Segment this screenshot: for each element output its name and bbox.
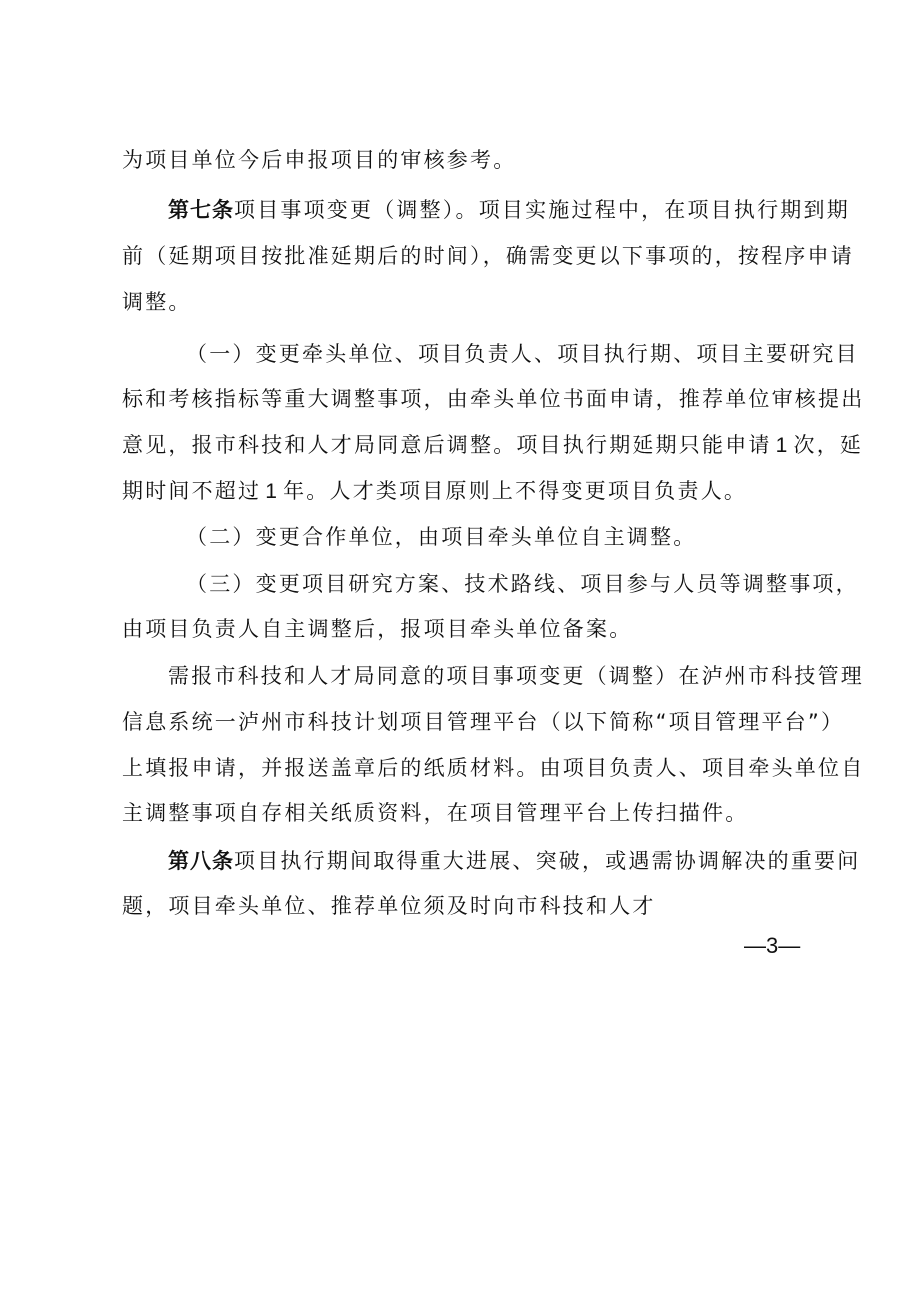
- item-3-line: [186, 570, 859, 598]
- article-8-label: 第八条: [168, 849, 234, 873]
- paragraph-line: [168, 662, 864, 690]
- page-number: —3—: [744, 933, 801, 958]
- paragraph-line: [122, 615, 812, 643]
- paragraph-line: [122, 146, 812, 174]
- paragraph-line: [122, 385, 865, 413]
- article-8-heading-line: [168, 847, 861, 875]
- article-7-heading-line: [168, 196, 850, 224]
- number-text: 1: [775, 434, 790, 457]
- line-text: 主调整事项自存相关纸质资料，在项目管理平台上传扫描件。: [122, 801, 749, 825]
- line-text: 年。人才类项目原则上不得变更项目负责人。: [283, 479, 748, 503]
- line-text: （二）变更合作单位，由项目牵头单位自主调整。: [186, 525, 697, 549]
- paragraph-line: [122, 708, 845, 736]
- item-1-line: [186, 340, 859, 368]
- line-text: 意见，报市科技和人才局同意后调整。项目执行期延期只能申请: [122, 433, 772, 457]
- line-text: 为项目单位今后申报项目的审核参考。: [122, 148, 517, 172]
- line-text: 项目执行期间取得重大进展、突破，或遇需协调解决的重要问: [234, 849, 861, 873]
- line-text: 标和考核指标等重大调整事项，由牵头单位书面申请，推荐单位审核提出: [122, 387, 865, 411]
- line-text: 上填报申请，并报送盖章后的纸质材料。由项目负责人、项目牵头单位自: [122, 756, 865, 780]
- line-text: 需报市科技和人才局同意的项目事项变更（调整）在泸州市科技管理: [168, 664, 864, 688]
- line-text: 题，项目牵头单位、推荐单位须及时向市科技和人才: [122, 894, 656, 918]
- number-text: 1: [265, 480, 280, 503]
- item-2-line: [186, 523, 812, 551]
- line-text: 前（延期项目按批准延期后的时间），确需变更以下事项的，按程序申请: [122, 244, 854, 268]
- paragraph-line: [122, 477, 812, 506]
- line-text: 调整。: [122, 290, 192, 314]
- paragraph-line: [122, 242, 854, 270]
- line-text: 信息系统一泸州市科技计划项目管理平台（以下简称“项目管理平台”）: [122, 710, 845, 734]
- paragraph-line: [122, 799, 812, 827]
- line-text: 次，延: [793, 433, 864, 457]
- line-text: （一）变更牵头单位、项目负责人、项目执行期、项目主要研究目: [186, 342, 859, 366]
- line-text: （三）变更项目研究方案、技术路线、项目参与人员等调整事项，: [186, 572, 859, 596]
- paragraph-line: [122, 288, 812, 316]
- article-7-label: 第七条: [168, 198, 234, 222]
- line-text: 项目事项变更（调整）。项目实施过程中，在项目执行期到期: [234, 198, 850, 222]
- paragraph-line: [122, 892, 812, 920]
- paragraph-line: [122, 431, 864, 460]
- paragraph-line: [122, 754, 865, 782]
- line-text: 由项目负责人自主调整后，报项目牵头单位备案。: [122, 617, 633, 641]
- line-text: 期时间不超过: [122, 479, 262, 503]
